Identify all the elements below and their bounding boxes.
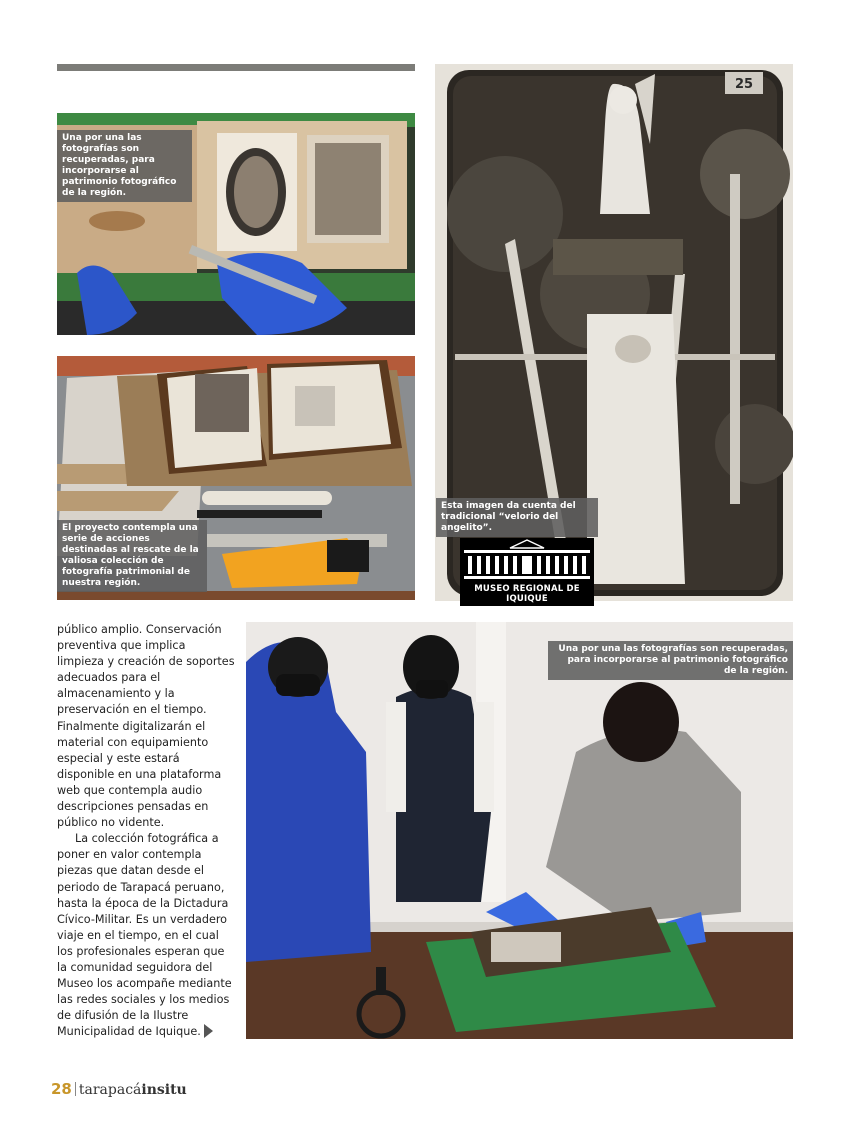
caption-photo-2: El proyecto contempla una serie de acciones destinadas al rescate de la valiosa colección de fotografía patrimonial de nuestra región. [57, 520, 207, 592]
caption-photo-1: Una por una las fotografías son recuperadas, para incorporarse al patrimonio fotográfico de la región. [57, 130, 192, 202]
page-footer [51, 1080, 187, 1098]
article-body [57, 622, 235, 1040]
museum-logo [460, 538, 594, 586]
caption-photo-4: Una por una las fotografías son recuperadas, para incorporarse al patrimonio fotográfico de la región. [548, 641, 793, 680]
footer-divider [75, 1082, 76, 1096]
photo-number-label: 25 [734, 77, 754, 92]
page-number: 28 [51, 1080, 72, 1098]
caption-photo-3: Esta imagen da cuenta del tradicional “velorio del angelito”. [436, 498, 598, 537]
photo-conservation-demo [246, 622, 793, 1039]
paragraph-1: público amplio. Conservación preventiva que implica limpieza y creación de soportes adecuados para el almacenamiento y la preservación en el tiempo. Finalmente digitalizarán el material con equipamiento especial y este estará disponible en una plataforma web que contempla audio descripciones pensadas en público no vidente. [57, 623, 235, 830]
magazine-name-a: tarapacá [78, 1082, 142, 1098]
paragraph-2: La colección fotográfica a poner en valor contempla piezas que datan desde el periodo de Tarapacá peruano, hasta la época de la Dictadura Cívico-Militar. Es un verdadero viaje en el tiempo, en el cual los profesionales esperan que la comunidad seguidora del Museo los acompañe mediante las redes sociales y los medios de difusión de la Ilustre Municipalidad de Iquique. [57, 832, 232, 1039]
magazine-name-b: insitu [141, 1082, 187, 1098]
top-rule [57, 64, 415, 71]
end-of-article-icon [204, 1024, 213, 1038]
museum-name: MUSEO REGIONAL DE IQUIQUE [460, 582, 594, 606]
